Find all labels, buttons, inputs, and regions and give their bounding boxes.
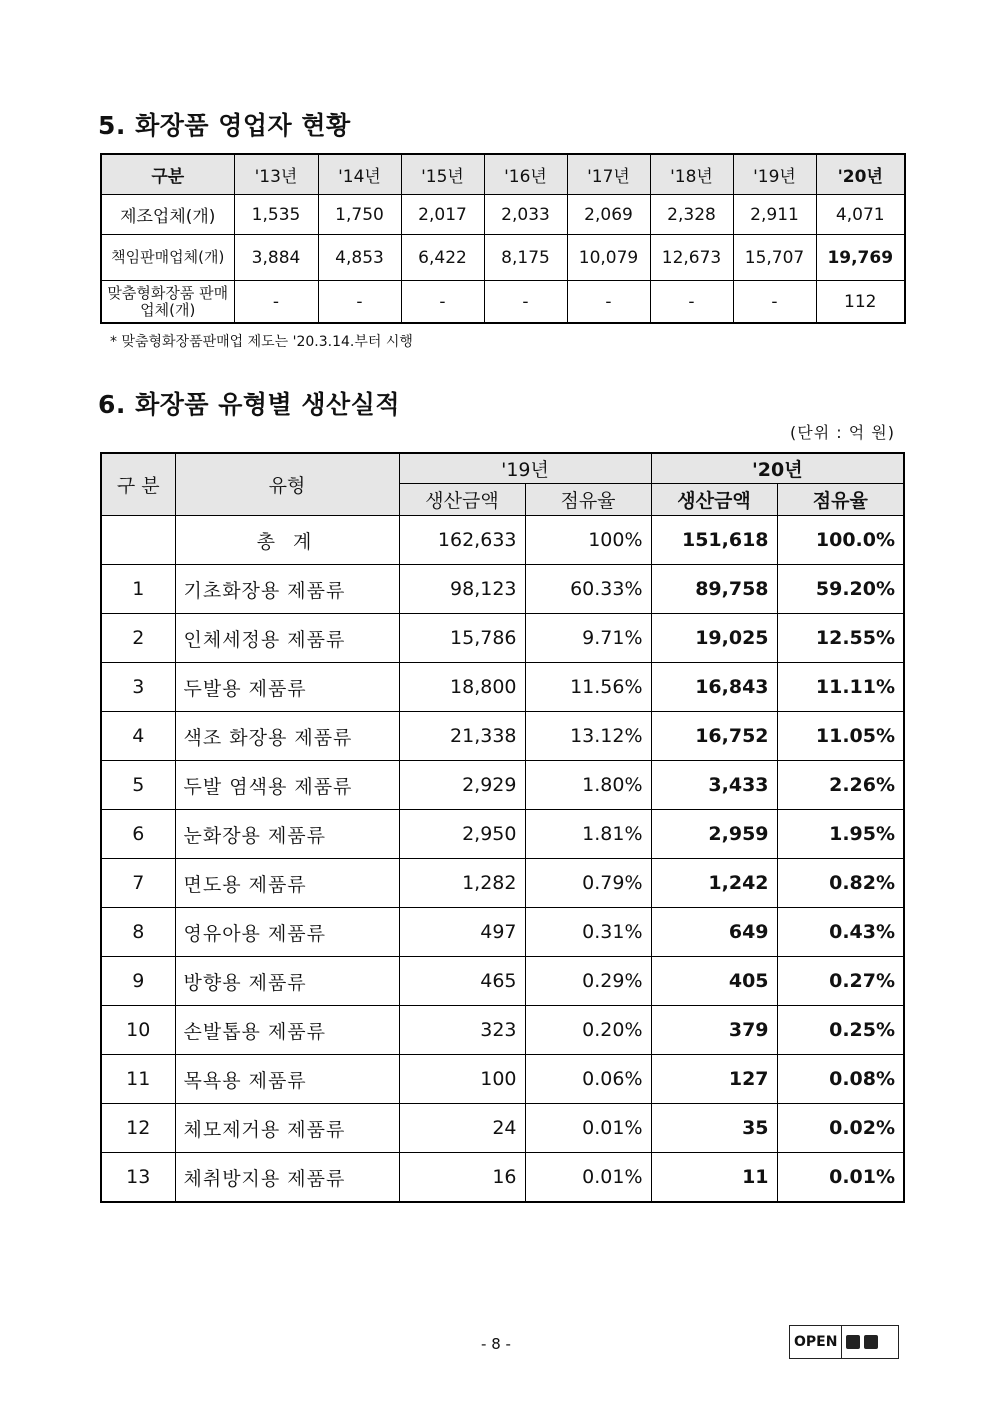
table-cell: 10,079 xyxy=(567,235,650,281)
table-row xyxy=(101,1104,904,1153)
table-cell-amount19: 2,950 xyxy=(399,810,525,859)
table-row xyxy=(101,614,904,663)
table-cell-share20: 0.08% xyxy=(777,1055,904,1104)
table-row xyxy=(101,281,905,324)
table-cell-share19: 0.01% xyxy=(525,1153,651,1203)
table-cell-amount20: 19,025 xyxy=(651,614,777,663)
table-cell-type: 체모제거용 제품류 xyxy=(175,1104,399,1153)
table-cell-amount19: 465 xyxy=(399,957,525,1006)
table-cell: 2,017 xyxy=(401,195,484,235)
table-cell: 1,750 xyxy=(318,195,401,235)
table-row xyxy=(101,1153,904,1203)
header-cell: '15년 xyxy=(401,154,484,195)
business-status-table xyxy=(100,153,906,324)
table-cell-share19: 60.33% xyxy=(525,565,651,614)
table-cell-share20: 0.82% xyxy=(777,859,904,908)
table-cell-amount20: 16,752 xyxy=(651,712,777,761)
table-cell-amount19: 98,123 xyxy=(399,565,525,614)
table-cell: 100.0% xyxy=(777,516,904,565)
section5-title: 5. 화장품 영업자 현황 xyxy=(98,111,351,140)
table-cell-share19: 1.80% xyxy=(525,761,651,810)
table-cell-amount19: 2,929 xyxy=(399,761,525,810)
table-cell-share20: 0.43% xyxy=(777,908,904,957)
table-cell-no: 7 xyxy=(101,859,175,908)
table-cell-no: 9 xyxy=(101,957,175,1006)
table-cell: - xyxy=(484,281,567,324)
table-cell: 12,673 xyxy=(650,235,733,281)
header-cell: '20년 xyxy=(816,154,905,195)
table-cell-share20: 59.20% xyxy=(777,565,904,614)
table-cell: 112 xyxy=(816,281,905,324)
table-cell-amount19: 497 xyxy=(399,908,525,957)
table-row xyxy=(101,663,904,712)
table-cell-amount20: 11 xyxy=(651,1153,777,1203)
row-label: 책임판매업체(개) xyxy=(101,235,234,281)
table-cell-no: 5 xyxy=(101,761,175,810)
table-cell: - xyxy=(733,281,816,324)
table-cell-type: 면도용 제품류 xyxy=(175,859,399,908)
table-cell-share20: 0.27% xyxy=(777,957,904,1006)
table-cell-amount20: 3,433 xyxy=(651,761,777,810)
table-cell-share19: 11.56% xyxy=(525,663,651,712)
table-cell: 3,884 xyxy=(234,235,318,281)
table-row-total xyxy=(101,516,904,565)
table-cell-no: 6 xyxy=(101,810,175,859)
page-number: - 8 - xyxy=(481,1335,511,1353)
header-cell-no: 구 분 xyxy=(101,453,175,516)
table-cell: 8,175 xyxy=(484,235,567,281)
table-cell: - xyxy=(318,281,401,324)
table-cell xyxy=(101,516,175,565)
table-row xyxy=(101,1006,904,1055)
row-label: 맞춤형화장품 판매업체(개) xyxy=(101,281,234,324)
header-cell: 구분 xyxy=(101,154,234,195)
header-cell-amount: 생산금액 xyxy=(651,484,777,516)
table-row xyxy=(101,810,904,859)
table-cell-type: 눈화장용 제품류 xyxy=(175,810,399,859)
table-cell-no: 10 xyxy=(101,1006,175,1055)
header-cell: '16년 xyxy=(484,154,567,195)
table-header-row xyxy=(101,453,904,484)
header-cell-year: '20년 xyxy=(651,453,904,484)
table-cell-share20: 1.95% xyxy=(777,810,904,859)
table-cell-type: 인체세정용 제품류 xyxy=(175,614,399,663)
table-cell-type: 색조 화장용 제품류 xyxy=(175,712,399,761)
table-cell-amount19: 15,786 xyxy=(399,614,525,663)
table-cell-amount20: 127 xyxy=(651,1055,777,1104)
table-cell-share20: 12.55% xyxy=(777,614,904,663)
footnote: * 맞춤형화장품판매업 제도는 '20.3.14.부터 시행 xyxy=(110,334,413,350)
header-cell-year: '19년 xyxy=(399,453,651,484)
table-cell-share20: 0.02% xyxy=(777,1104,904,1153)
table-cell-amount19: 18,800 xyxy=(399,663,525,712)
table-cell-amount19: 21,338 xyxy=(399,712,525,761)
table-cell: 6,422 xyxy=(401,235,484,281)
table-cell-amount19: 1,282 xyxy=(399,859,525,908)
table-cell-type: 체취방지용 제품류 xyxy=(175,1153,399,1203)
header-cell-share: 점유율 xyxy=(525,484,651,516)
table-cell-type: 손발톱용 제품류 xyxy=(175,1006,399,1055)
table-cell-share20: 11.05% xyxy=(777,712,904,761)
header-cell: '14년 xyxy=(318,154,401,195)
table-cell-no: 8 xyxy=(101,908,175,957)
production-table xyxy=(100,452,905,1203)
table-cell-amount20: 649 xyxy=(651,908,777,957)
table-cell-share20: 11.11% xyxy=(777,663,904,712)
header-cell: '17년 xyxy=(567,154,650,195)
table-cell-no: 2 xyxy=(101,614,175,663)
table-cell-amount20: 1,242 xyxy=(651,859,777,908)
table-row xyxy=(101,957,904,1006)
table-cell: - xyxy=(650,281,733,324)
table-cell-share19: 1.81% xyxy=(525,810,651,859)
table-cell-type: 두발 염색용 제품류 xyxy=(175,761,399,810)
table-cell-no: 1 xyxy=(101,565,175,614)
table-cell-amount19: 24 xyxy=(399,1104,525,1153)
table-cell-type: 두발용 제품류 xyxy=(175,663,399,712)
total-label: 총 계 xyxy=(175,516,399,565)
header-cell: '18년 xyxy=(650,154,733,195)
table-row xyxy=(101,712,904,761)
table-cell: 1,535 xyxy=(234,195,318,235)
table-cell: 2,911 xyxy=(733,195,816,235)
table-cell-share19: 0.20% xyxy=(525,1006,651,1055)
header-cell: '13년 xyxy=(234,154,318,195)
table-cell-type: 방향용 제품류 xyxy=(175,957,399,1006)
table-cell-share19: 0.79% xyxy=(525,859,651,908)
table-row xyxy=(101,761,904,810)
table-row xyxy=(101,1055,904,1104)
logo-text: OPEN xyxy=(790,1326,842,1358)
table-cell: - xyxy=(234,281,318,324)
table-cell-no: 3 xyxy=(101,663,175,712)
row-label: 제조업체(개) xyxy=(101,195,234,235)
open-license-logo xyxy=(789,1325,899,1359)
table-cell-no: 11 xyxy=(101,1055,175,1104)
table-cell-amount20: 2,959 xyxy=(651,810,777,859)
table-cell-share20: 2.26% xyxy=(777,761,904,810)
table-cell-share20: 0.01% xyxy=(777,1153,904,1203)
table-row xyxy=(101,908,904,957)
table-cell: 4,853 xyxy=(318,235,401,281)
section6-title: 6. 화장품 유형별 생산실적 xyxy=(98,390,401,419)
table-cell: 4,071 xyxy=(816,195,905,235)
table-cell: 162,633 xyxy=(399,516,525,565)
table-cell-no: 4 xyxy=(101,712,175,761)
table-cell-amount20: 35 xyxy=(651,1104,777,1153)
table-row xyxy=(101,235,905,281)
table-cell-share19: 9.71% xyxy=(525,614,651,663)
header-cell-share: 점유율 xyxy=(777,484,904,516)
table-header-row xyxy=(101,154,905,195)
table-cell: - xyxy=(401,281,484,324)
table-cell-no: 13 xyxy=(101,1153,175,1203)
table-cell-amount20: 89,758 xyxy=(651,565,777,614)
table-cell-amount19: 323 xyxy=(399,1006,525,1055)
table-cell-share19: 0.01% xyxy=(525,1104,651,1153)
table-cell-share19: 0.31% xyxy=(525,908,651,957)
table-cell: - xyxy=(567,281,650,324)
table-cell-share20: 0.25% xyxy=(777,1006,904,1055)
table-cell-type: 목욕용 제품류 xyxy=(175,1055,399,1104)
table-cell-share19: 13.12% xyxy=(525,712,651,761)
table-cell: 2,069 xyxy=(567,195,650,235)
table-row xyxy=(101,195,905,235)
table-cell-amount20: 16,843 xyxy=(651,663,777,712)
table-cell-amount19: 100 xyxy=(399,1055,525,1104)
header-cell-amount: 생산금액 xyxy=(399,484,525,516)
table-cell-amount19: 16 xyxy=(399,1153,525,1203)
table-row xyxy=(101,859,904,908)
table-cell-amount20: 379 xyxy=(651,1006,777,1055)
header-cell: '19년 xyxy=(733,154,816,195)
table-cell: 151,618 xyxy=(651,516,777,565)
table-cell: 19,769 xyxy=(816,235,905,281)
person-icon xyxy=(846,1335,860,1349)
table-cell-amount20: 405 xyxy=(651,957,777,1006)
unit-label: (단위 : 억 원) xyxy=(790,423,895,442)
table-cell-share19: 0.29% xyxy=(525,957,651,1006)
table-cell: 2,033 xyxy=(484,195,567,235)
header-cell-type: 유형 xyxy=(175,453,399,516)
table-cell: 100% xyxy=(525,516,651,565)
table-cell-type: 영유아용 제품류 xyxy=(175,908,399,957)
table-cell-no: 12 xyxy=(101,1104,175,1153)
table-row xyxy=(101,565,904,614)
table-cell: 15,707 xyxy=(733,235,816,281)
table-cell-share19: 0.06% xyxy=(525,1055,651,1104)
table-cell-type: 기초화장용 제품류 xyxy=(175,565,399,614)
table-cell: 2,328 xyxy=(650,195,733,235)
no-commercial-icon xyxy=(864,1335,878,1349)
